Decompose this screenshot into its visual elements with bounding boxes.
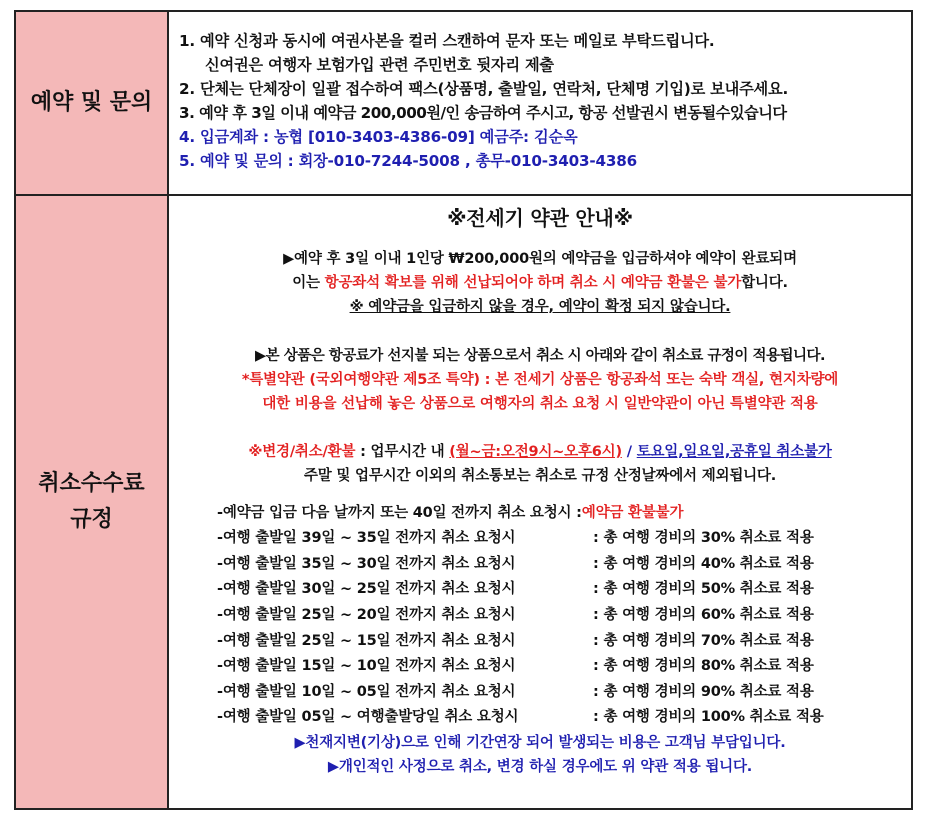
deposit-row-red: 예약금 환불불가	[581, 504, 684, 521]
fee-condition: -여행 출발일 39일 ~ 35일 전까지 취소 요청시	[217, 530, 516, 547]
weekend-notice: 주말 및 업무시간 이외의 취소통보는 취소로 규정 산정날짜에서 제외됩니다.	[303, 468, 777, 485]
fee-row	[217, 654, 911, 680]
fee-condition: -여행 출발일 30일 ~ 25일 전까지 취소 요청시	[217, 581, 516, 598]
fee-row	[217, 552, 911, 578]
business-hours-text: (월~금:오전9시~오후6시)	[449, 444, 622, 461]
personal-cancel-notice: ▶개인적인 사정으로 취소, 변경 하실 경우에도 위 약관 적용 됩니다.	[327, 759, 753, 776]
deposit-nonrefund-row	[217, 501, 911, 527]
inquiry-label-text: 예약 및 문의	[30, 90, 153, 115]
fee-condition: -여행 출발일 15일 ~ 10일 전까지 취소 요청시	[217, 658, 516, 675]
fee-row	[217, 603, 911, 629]
bank-account-line: 4. 입금계좌 : 농협 [010-3403-4386-09] 예금주: 김순옥	[179, 128, 578, 146]
fee-condition: -여행 출발일 35일 ~ 30일 전까지 취소 요청시	[217, 555, 516, 572]
fee-row	[217, 680, 911, 706]
fee-rate: : 총 여행 경비의 70% 취소료 적용	[593, 632, 814, 649]
deposit-notice-post: 합니다.	[741, 275, 788, 292]
change-cancel-label: ※변경/취소/환불	[248, 444, 356, 461]
cancellation-label-line2: 규정	[70, 507, 113, 532]
fee-row	[217, 629, 911, 655]
policy-title: ※전세기 약관 안내※	[447, 206, 633, 230]
fee-row	[217, 577, 911, 603]
prepaid-notice: ▶본 상품은 항공료가 선지불 되는 상품으로서 취소 시 아래와 같이 취소료 규정이 적용됩니다.	[255, 347, 825, 364]
inquiry-content	[168, 11, 912, 195]
special-terms-line1: *특별약관 (국외여행약관 제5조 특약) : 본 전세기 상품은 항공좌석 또는 숙박 객실, 현지차량에	[241, 371, 839, 388]
cancellation-label-line1: 취소수수료	[38, 471, 145, 496]
fee-schedule	[169, 501, 911, 731]
fee-row	[217, 526, 911, 552]
policy-content	[168, 195, 912, 809]
deposit-notice-line2	[169, 271, 911, 295]
inquiry-line-2: 2. 단체는 단체장이 일괄 접수하여 팩스(상품명, 출발일, 연락처, 단체명 기입)로 보내주세요.	[179, 80, 789, 98]
inquiry-line-3: 3. 예약 후 3일 이내 예약금 200,000원/인 송금하여 주시고, 항공 선발권시 변동될수있습니다	[179, 104, 787, 122]
business-hours-line	[169, 440, 911, 464]
fee-rate: : 총 여행 경비의 40% 취소료 적용	[593, 555, 814, 572]
inquiry-line-1b: 신여권은 여행자 보험가입 관련 주민번호 뒷자리 제출	[205, 56, 554, 74]
deposit-notice-pre: 이는	[292, 275, 325, 292]
fee-rate: : 총 여행 경비의 30% 취소료 적용	[593, 530, 814, 547]
inquiry-label	[15, 11, 168, 195]
deposit-confirm-note: ※ 예약금을 입금하지 않을 경우, 예약이 확정 되지 않습니다.	[349, 299, 731, 316]
fee-condition: -여행 출발일 25일 ~ 15일 전까지 취소 요청시	[217, 632, 516, 649]
deposit-nonrefund-text: 항공좌석 확보를 위해 선납되어야 하며 취소 시 예약금 환불은 불가	[324, 275, 742, 292]
deposit-notice-line1: ▶예약 후 3일 이내 1인당 ₩200,000원의 예약금을 입금하셔야 예약이 완료되며	[283, 251, 797, 267]
fee-condition: -여행 출발일 25일 ~ 20일 전까지 취소 요청시	[217, 607, 516, 623]
fee-condition: -여행 출발일 10일 ~ 05일 전까지 취소 요청시	[217, 683, 516, 700]
fee-rate: : 총 여행 경비의 60% 취소료 적용	[593, 607, 814, 623]
business-hours-mid: : 업무시간 내	[355, 444, 450, 461]
fee-rate: : 총 여행 경비의 50% 취소료 적용	[593, 581, 814, 598]
special-terms-line2: 대한 비용을 선납해 놓은 상품으로 여행자의 취소 요청 시 일반약관이 아닌 특별약관 적용	[262, 396, 818, 413]
fee-rate: : 총 여행 경비의 90% 취소료 적용	[593, 683, 814, 700]
inquiry-line-1: 1. 예약 신청과 동시에 여권사본을 컬러 스캔하여 문자 또는 메일로 부탁드립니다.	[179, 32, 715, 50]
fee-rate: : 총 여행 경비의 100% 취소료 적용	[593, 709, 824, 726]
hours-slash: /	[621, 444, 637, 461]
terms-table	[14, 10, 913, 810]
cancellation-label	[15, 195, 168, 809]
fee-condition: -여행 출발일 05일 ~ 여행출발당일 취소 요청시	[217, 709, 519, 726]
fee-rate: : 총 여행 경비의 80% 취소료 적용	[593, 658, 814, 675]
deposit-row-text: -예약금 입금 다음 날까지 또는 40일 전까지 취소 요청시 :	[217, 504, 582, 521]
fee-row	[217, 705, 911, 731]
weekend-no-cancel: 토요일,일요일,공휴일 취소불가	[636, 444, 832, 461]
contact-line: 5. 예약 및 문의 : 회장-010-7244-5008 , 총무-010-3403-4386	[179, 152, 637, 170]
disaster-notice: ▶천재지변(기상)으로 인해 기간연장 되어 발생되는 비용은 고객님 부담입니다.	[294, 734, 786, 751]
